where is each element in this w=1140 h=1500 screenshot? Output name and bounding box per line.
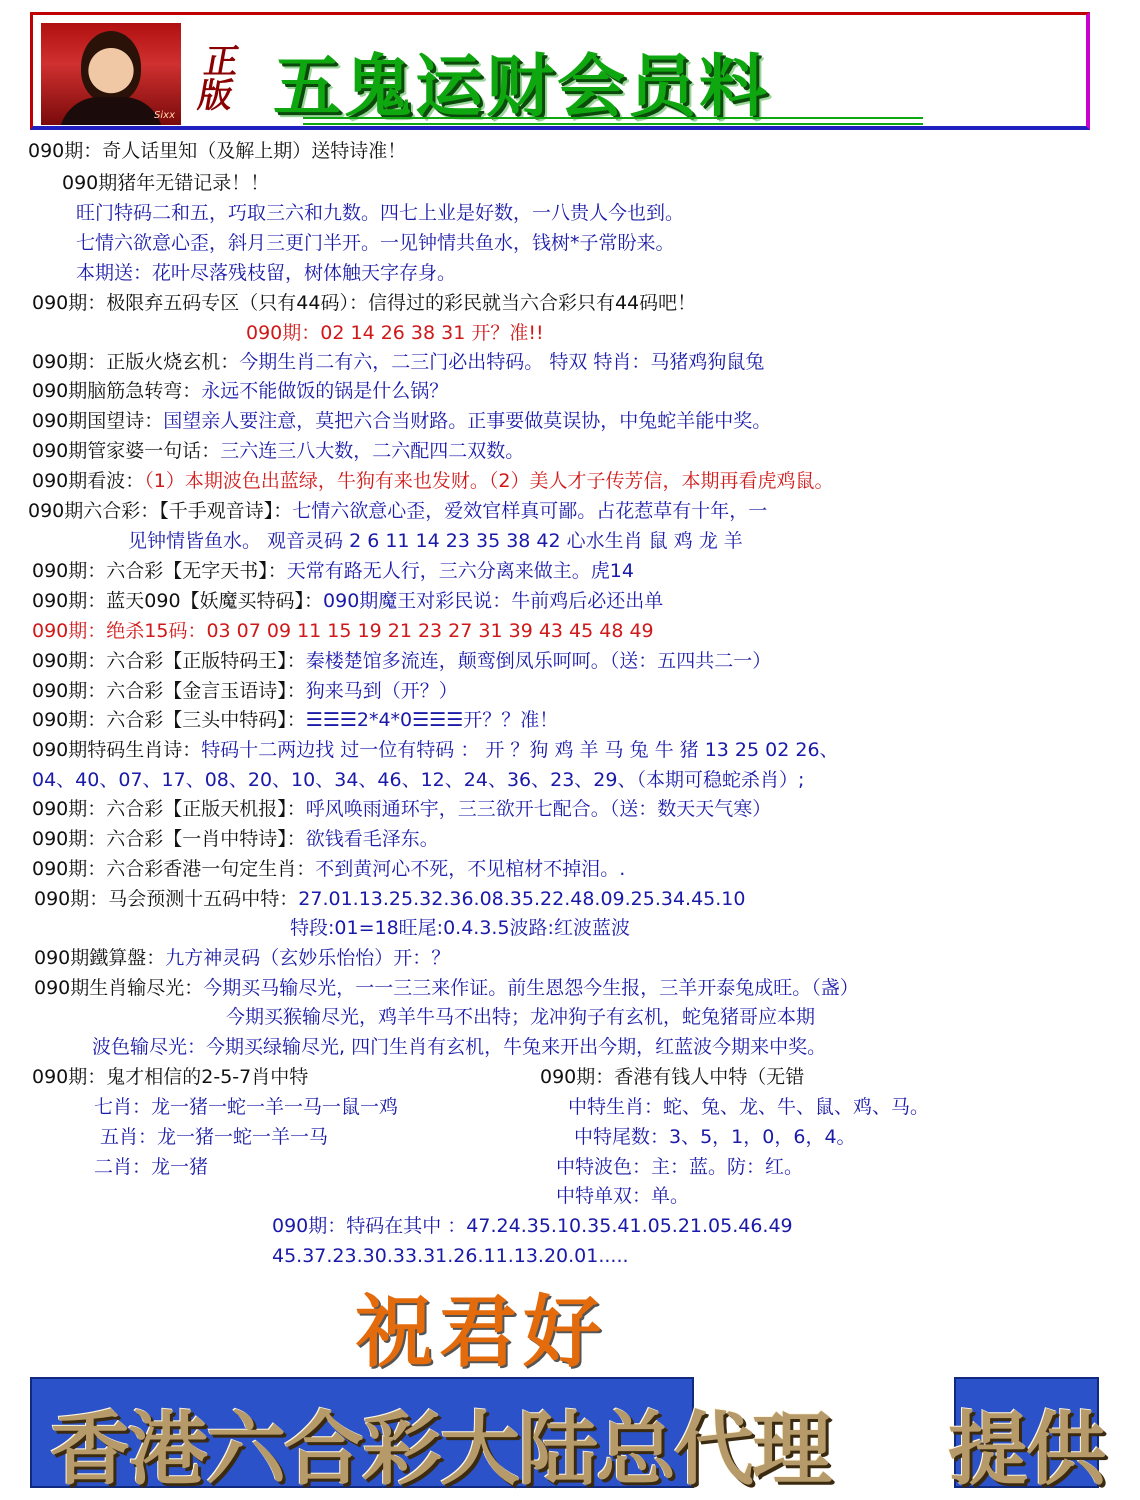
page-title: 五鬼运财会员料 (273, 48, 771, 127)
seal-logo: 正版 (195, 42, 243, 116)
line-28: 090期鐵算盤：九方神灵码（玄妙乐怡怡）开：？ (34, 947, 451, 969)
line-25: 090期：六合彩香港一句定生肖：不到黄河心不死，不见棺材不掉泪。. (32, 858, 626, 880)
left-block-row-2: 五肖：龙一猪一蛇一羊一马 (100, 1126, 329, 1148)
line-30: 今期买猴输尽光，鸡羊牛马不出特；龙冲狗子有玄机，蛇兔猪哥应本期 (226, 1006, 816, 1028)
good-luck-art (355, 1270, 705, 1370)
line-15: 090期：六合彩【无字天书】：天常有路无人行，三六分离来做主。虎14 (32, 560, 634, 582)
portrait-image (41, 23, 181, 125)
line-16: 090期：蓝天090【妖魔买特码】：090期魔王对彩民说：牛前鸡后必还出单 (32, 590, 664, 612)
left-block-row-3: 二肖：龙一猪 (94, 1156, 209, 1178)
right-block-row-1: 中特生肖：蛇、兔、龙、牛、鼠、鸡、马。 (568, 1096, 930, 1118)
line-17: 090期：绝杀15码：03 07 09 11 15 19 21 23 27 31 39 43 45 48 49 (32, 620, 654, 642)
line-4: 七情六欲意心歪，斜月三更门半开。一见钟情共鱼水，钱树*子常盼来。 (76, 232, 675, 254)
bottom-line-1: 090期：特码在其中 ：47.24.35.10.35.41.05.21.05.46.49 (272, 1215, 793, 1237)
banner-main-text: 香港六合彩大陆总代理 (50, 1402, 830, 1496)
line-29: 090期生肖输尽光：今期买马输尽光，一一三三来作证。前生恩怨今生报，三羊开泰兔成旺。（盏） (34, 977, 859, 999)
portrait-signature: Sixx (154, 110, 175, 121)
line-5: 本期送：花叶尽落残枝留，树体触天字存身。 (76, 262, 457, 284)
good-luck-text: 祝君好 (355, 1287, 608, 1370)
line-9: 090期脑筋急转弯：永远不能做饭的锅是什么锅？ (32, 380, 449, 402)
line-21: 090期特码生肖诗：特码十二两边找 过一位有特码 ： 开 ？狗 鸡 羊 马 兔 牛 猪 13 25 02 26、 (32, 739, 839, 761)
line-7: 090期：02 14 26 38 31 开？准!! (246, 322, 544, 344)
right-block-row-2: 中特尾数：3、5，1，0，6，4。 (574, 1126, 856, 1148)
line-10: 090期国望诗：国望亲人要注意，莫把六合当财路。正事要做莫误协，中兔蛇羊能中奖。 (32, 410, 772, 432)
line-31: 波色输尽光：今期买绿输尽光, 四门生肖有玄机，牛兔来开出今期，红蓝波今期来中奖。 (92, 1036, 827, 1058)
line-27: 特段:01=18旺尾:0.4.3.5波路:红波蓝波 (290, 917, 630, 939)
line-3: 旺门特码二和五，巧取三六和九数。四七上业是好数，一八贵人今也到。 (76, 202, 685, 224)
line-24: 090期：六合彩【一肖中特诗】：欲钱看毛泽东。 (32, 828, 439, 850)
line-13: 090期六合彩：【千手观音诗】：七情六欲意心歪，爱效官样真可鄙。占花惹草有十年，一 (28, 500, 768, 522)
right-block-row-3: 中特波色：主：蓝。防：红。 (556, 1156, 804, 1178)
line-1: 090期：奇人话里知（及解上期）送特诗准！ (28, 140, 407, 162)
line-19: 090期：六合彩【金言玉语诗】：狗来马到（开？） (32, 680, 458, 702)
left-block-title: 090期：鬼才相信的2-5-7肖中特 (32, 1066, 309, 1088)
line-2: 090期猪年无错记录！！ (62, 172, 270, 194)
line-20: 090期：六合彩【三头中特码】：☰☰☰2*4*0☰☰☰开？？准！ (32, 709, 559, 731)
line-26: 090期：马会预测十五码中特：27.01.13.25.32.36.08.35.22.48.09.25.34.45.10 (34, 888, 746, 910)
bottom-line-2: 45.37.23.30.33.31.26.11.13.20.01..... (272, 1245, 629, 1267)
right-block-title: 090期：香港有钱人中特（无错 (540, 1066, 805, 1088)
banner-end-text: 提供 (948, 1402, 1104, 1496)
left-block-row-1: 七肖：龙一猪一蛇一羊一马一鼠一鸡 (94, 1096, 399, 1118)
line-6: 090期：极限弃五码专区（只有44码）：信得过的彩民就当六合彩只有44码吧！ (32, 292, 697, 314)
line-18: 090期：六合彩【正版特码王】：秦楼楚馆多流连，颠鸾倒凤乐呵呵。（送：五四共二一） (32, 650, 772, 672)
line-8: 090期：正版火烧玄机：今期生肖二有六，二三门必出特码。 特双 特肖：马猪鸡狗鼠兔 (32, 351, 765, 373)
title-underline (303, 117, 923, 125)
right-block-row-4: 中特单双：单。 (556, 1185, 690, 1207)
line-12: 090期看波：（1）本期波色出蓝绿，牛狗有来也发财。（2）美人才子传芳信，本期再看虎鸡鼠。 (32, 470, 834, 492)
line-23: 090期：六合彩【正版天机报】：呼风唤雨通环宇，三三欲开七配合。（送：数天天气寒） (32, 798, 772, 820)
line-14: 见钟情皆鱼水。 观音灵码 2 6 11 14 23 35 38 42 心水生肖 鼠 鸡 龙 羊 (128, 530, 743, 552)
line-22: 04、40、07、17、08、20、10、34、46、12、24、36、23、29、（本期可稳蛇杀肖）; (32, 769, 805, 791)
header-frame (30, 12, 1090, 130)
line-11: 090期管家婆一句话：三六连三八大数，二六配四二双数。 (32, 440, 525, 462)
